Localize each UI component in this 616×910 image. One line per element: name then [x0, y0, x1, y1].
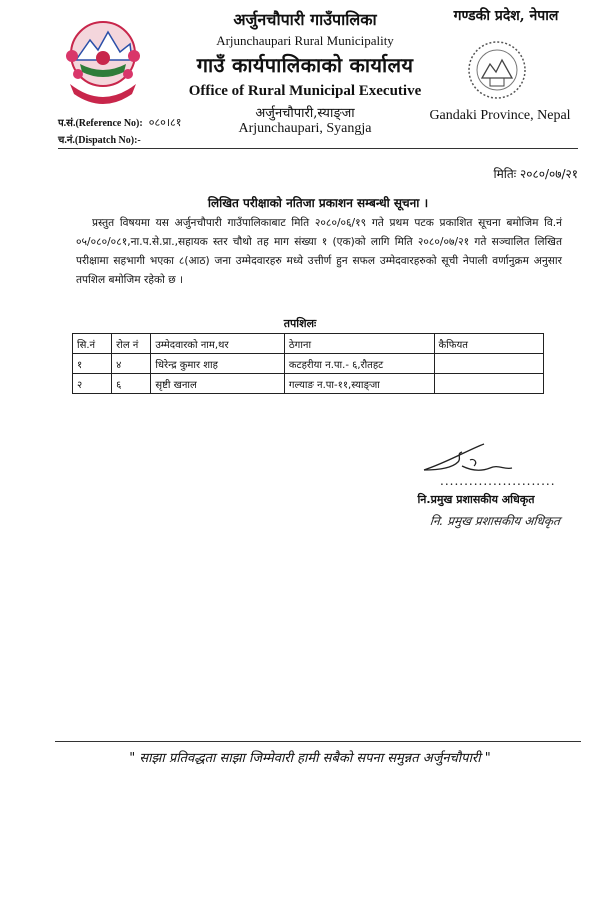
- footer-motto: " साझा प्रतिवद्धता साझा जिम्मेवारी हामी सबैको सपना समुन्नत अर्जुनचौपारी ": [129, 751, 491, 766]
- cell-name: सृष्टी खनाल: [151, 374, 285, 394]
- address-np: अर्जुनचौपारी,स्याङ्जा: [255, 106, 355, 121]
- dispatch-label: च.नं.(Dispatch No):-: [58, 135, 141, 146]
- col-name: उम्मेदवारको नाम,थर: [151, 334, 285, 354]
- footer-divider: [55, 741, 581, 742]
- cell-remarks: [434, 354, 544, 374]
- notice-date: मितिः २०८०/०७/२१: [493, 167, 578, 181]
- notice-subject: लिखित परीक्षाको नतिजा प्रकाशन सम्बन्धी सूचना ।: [207, 196, 429, 210]
- col-serial: सि.नं: [73, 334, 112, 354]
- cell-roll: ४: [112, 354, 151, 374]
- col-address: ठेगाना: [284, 334, 434, 354]
- province-emblem-logo: [460, 38, 534, 102]
- notice-body: [76, 214, 562, 290]
- cell-serial: १: [73, 354, 112, 374]
- results-table: [72, 333, 544, 394]
- col-remarks: कैफियत: [434, 334, 544, 354]
- reference-value: ०८०।८१: [148, 116, 182, 129]
- header-divider: [58, 148, 578, 149]
- cell-address: गल्याङ न.पा-११,स्याङ्जा: [284, 374, 434, 394]
- signatory-title: नि.प्रमुख प्रशासकीय अधिकृत: [417, 493, 535, 506]
- reference-label: प.सं.(Reference No):: [58, 118, 143, 129]
- nepal-emblem-logo: [62, 14, 144, 114]
- province-name-en: Gandaki Province, Nepal: [429, 108, 571, 123]
- notice-paragraph: प्रस्तुत विषयमा यस अर्जुनचौपारी गाउँपालिकाबाट मिति २०८०/०६/१९ गते प्रथम पटक प्रकाशित सूचना बमोजिम वि.नं ०५/०८०/०८१,ना.प.से.प्रा.,सहायक स्तर चौथो तह माग संख्या १ (एक)को लागि मिति २०८०/०७/२१ गते सञ्चालित लिखित परीक्षामा सहभागी भएका ८(आठ) जना उम्मेदवारहरु मध्ये उत्तीर्ण हुन सफल उम्मेदवारहरुको सूची नेपाली वर्णानुक्रम अनुसार तपशिल बमोजिम रहेको छ ।: [76, 217, 562, 286]
- province-name-np: गण्डकी प्रदेश, नेपाल: [453, 8, 559, 24]
- reference-number: [58, 115, 182, 130]
- cell-name: धिरेन्द्र कुमार शाह: [151, 354, 285, 374]
- signatory-stamp: नि. प्रमुख प्रशासकीय अधिकृत: [429, 514, 561, 528]
- municipality-name-en: Arjunchaupari Rural Municipality: [216, 33, 394, 48]
- table-row: [73, 354, 544, 374]
- office-name-en: Office of Rural Municipal Executive: [188, 83, 422, 99]
- table-header-row: [73, 334, 544, 354]
- signature-line: ........................: [440, 474, 556, 488]
- table-title: तपशिलः: [283, 317, 317, 330]
- col-roll: रोल नं: [112, 334, 151, 354]
- address-en: Arjunchaupari, Syangja: [238, 121, 372, 136]
- cell-address: कटहरीया न.पा.- ६,रौतहट: [284, 354, 434, 374]
- office-name-np: गाउँ कार्यपालिकाको कार्यालय: [196, 53, 414, 77]
- cell-roll: ६: [112, 374, 151, 394]
- cell-serial: २: [73, 374, 112, 394]
- municipality-name-np: अर्जुनचौपारी गाउँपालिका: [233, 10, 377, 29]
- cell-remarks: [434, 374, 544, 394]
- table-row: [73, 374, 544, 394]
